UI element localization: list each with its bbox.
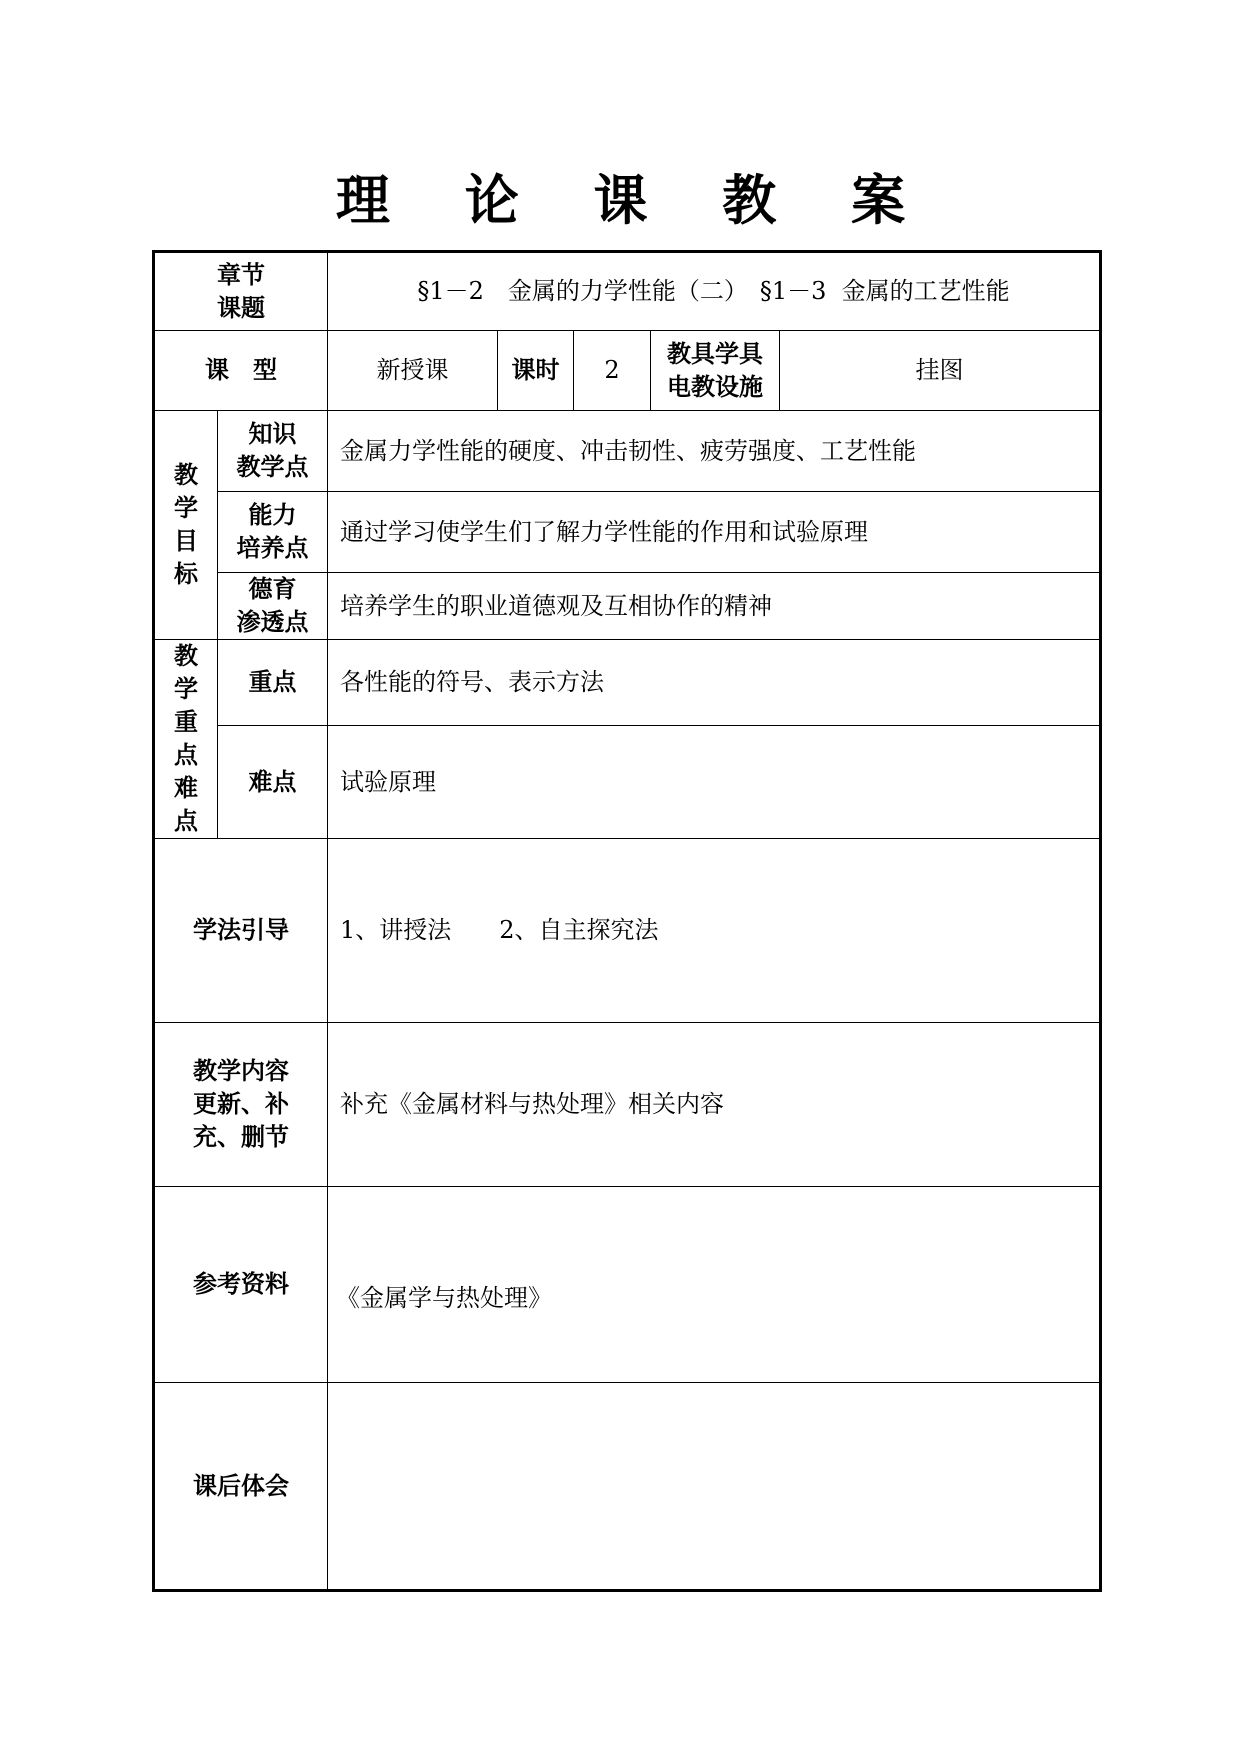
reflection-row	[154, 1383, 1101, 1591]
content-update-value: 补充《金属材料与热处理》相关内容	[328, 1023, 1101, 1187]
ability-value: 通过学习使学生们了解力学性能的作用和试验原理	[328, 492, 1101, 573]
chapter-value: §1－2 金属的力学性能（二） §1－3 金属的工艺性能	[328, 252, 1101, 331]
study-method-value: 1、讲授法 2、自主探究法	[328, 839, 1101, 1023]
lesson-type-label: 课 型	[154, 331, 328, 411]
key-points-group-label: 教 学 重 点 难 点	[154, 640, 218, 839]
chapter-row	[154, 252, 1101, 331]
content-update-label: 教学内容 更新、补 充、删节	[154, 1023, 328, 1187]
difficulty-value: 试验原理	[328, 726, 1101, 839]
references-row	[154, 1187, 1101, 1383]
knowledge-label: 知识 教学点	[218, 411, 328, 492]
study-method-label: 学法引导	[154, 839, 328, 1023]
hours-value: 2	[574, 331, 651, 411]
references-value: 《金属学与热处理》	[328, 1187, 1101, 1383]
focus-row	[154, 640, 1101, 726]
content-update-row	[154, 1023, 1101, 1187]
objectives-group-label: 教 学 目 标	[154, 411, 218, 640]
objective-knowledge-row	[154, 411, 1101, 492]
teaching-aids-value: 挂图	[780, 331, 1101, 411]
lesson-type-value: 新授课	[328, 331, 498, 411]
lesson-plan-table	[152, 250, 1102, 1592]
reflection-label: 课后体会	[154, 1383, 328, 1591]
lesson-type-row	[154, 331, 1101, 411]
ability-label: 能力 培养点	[218, 492, 328, 573]
study-method-row	[154, 839, 1101, 1023]
objective-moral-row	[154, 573, 1101, 640]
focus-value: 各性能的符号、表示方法	[328, 640, 1101, 726]
page-title: 理 论 课 教 案	[335, 168, 934, 232]
objective-ability-row	[154, 492, 1101, 573]
difficulty-row	[154, 726, 1101, 839]
moral-label: 德育 渗透点	[218, 573, 328, 640]
hours-label: 课时	[498, 331, 574, 411]
references-label: 参考资料	[154, 1187, 328, 1383]
reflection-value	[328, 1383, 1101, 1591]
moral-value: 培养学生的职业道德观及互相协作的精神	[328, 573, 1101, 640]
teaching-aids-label: 教具学具 电教设施	[651, 331, 780, 411]
difficulty-label: 难点	[218, 726, 328, 839]
chapter-label: 章节 课题	[154, 252, 328, 331]
focus-label: 重点	[218, 640, 328, 726]
knowledge-value: 金属力学性能的硬度、冲击韧性、疲劳强度、工艺性能	[328, 411, 1101, 492]
